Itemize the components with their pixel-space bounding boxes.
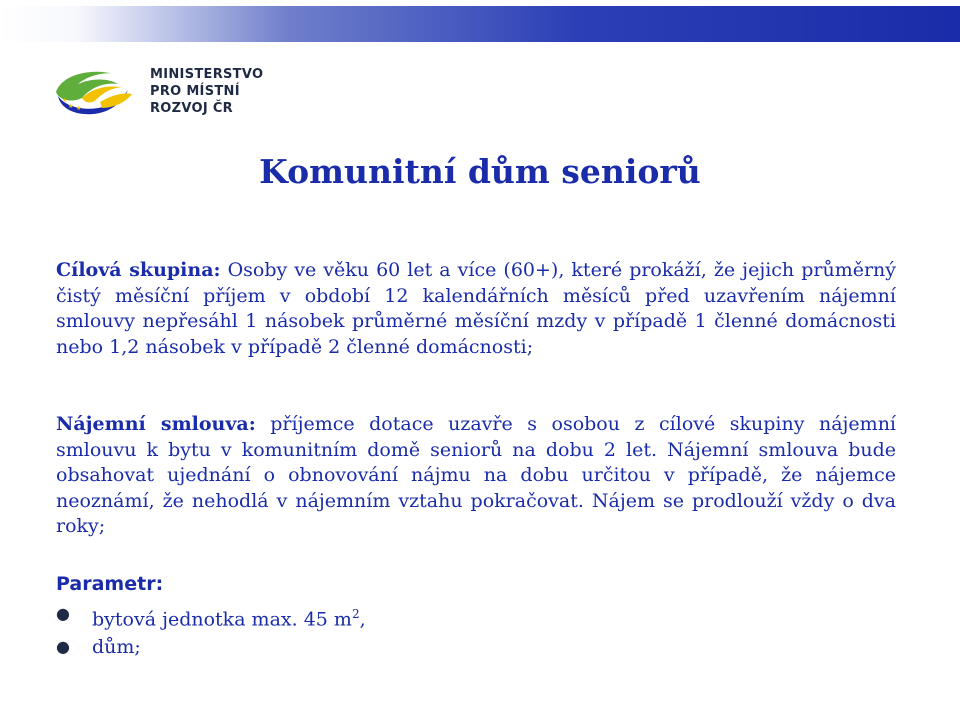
- ministry-logo-text: [150, 66, 263, 117]
- svg-text:★: ★: [76, 105, 82, 112]
- list-item: [56, 600, 556, 633]
- bullet-icon: ●: [56, 637, 70, 657]
- ministry-logo: [52, 62, 292, 118]
- ministry-emblem-icon: [52, 62, 136, 118]
- svg-text:★: ★: [68, 103, 74, 110]
- top-bar: [0, 0, 960, 46]
- target-group-label: Cílová skupina:: [56, 259, 221, 281]
- target-group-text: Osoby ve věku 60 let a více (60+), které prokáží, že jejich průměrný čistý měsíční příjem v období 12 kalendářních měsíců před uzavřením nájemní smlouvy nepřesáhl 1 násobek průměrné měsíční mzdy v případě 1 členné domácnosti nebo 1,2 násobek v případě 2 členné domácnosti;: [56, 259, 897, 358]
- list-item: [56, 633, 556, 661]
- logo-line-1: MINISTERSTVO: [150, 67, 264, 82]
- lease-text: příjemce dotace uzavře s osobou z cílové skupiny nájemní smlouvu k bytu v komunitním domě seniorů na dobu 2 let. Nájemní smlouva bude obsahovat ujednání o obnovování nájmu na dobu určitou v případě, že nájemce neoznámí, že nehodlá v nájemním vztahu pokračovat. Nájem se prodlouží vždy o dva roky;: [56, 413, 897, 537]
- logo-line-3: ROZVOJ ČR: [150, 101, 233, 116]
- parameter-text: dům;: [92, 636, 141, 659]
- parameter-suffix: ,: [359, 608, 366, 631]
- parameters-heading: Parametr:: [56, 573, 164, 595]
- svg-text:★: ★: [62, 97, 68, 104]
- lease-label: Nájemní smlouva:: [56, 413, 256, 435]
- header-gradient-band: [0, 6, 960, 42]
- bullet-icon: ●: [56, 604, 70, 623]
- parameter-text: bytová jednotka max. 45 m: [92, 608, 352, 631]
- parameters-list: [56, 600, 556, 661]
- page-title: Komunitní dům seniorů: [259, 152, 701, 191]
- lease-paragraph: [56, 412, 896, 540]
- logo-line-2: PRO MÍSTNÍ: [150, 84, 240, 99]
- parameter-superscript: 2: [351, 607, 360, 621]
- target-group-paragraph: [56, 258, 896, 360]
